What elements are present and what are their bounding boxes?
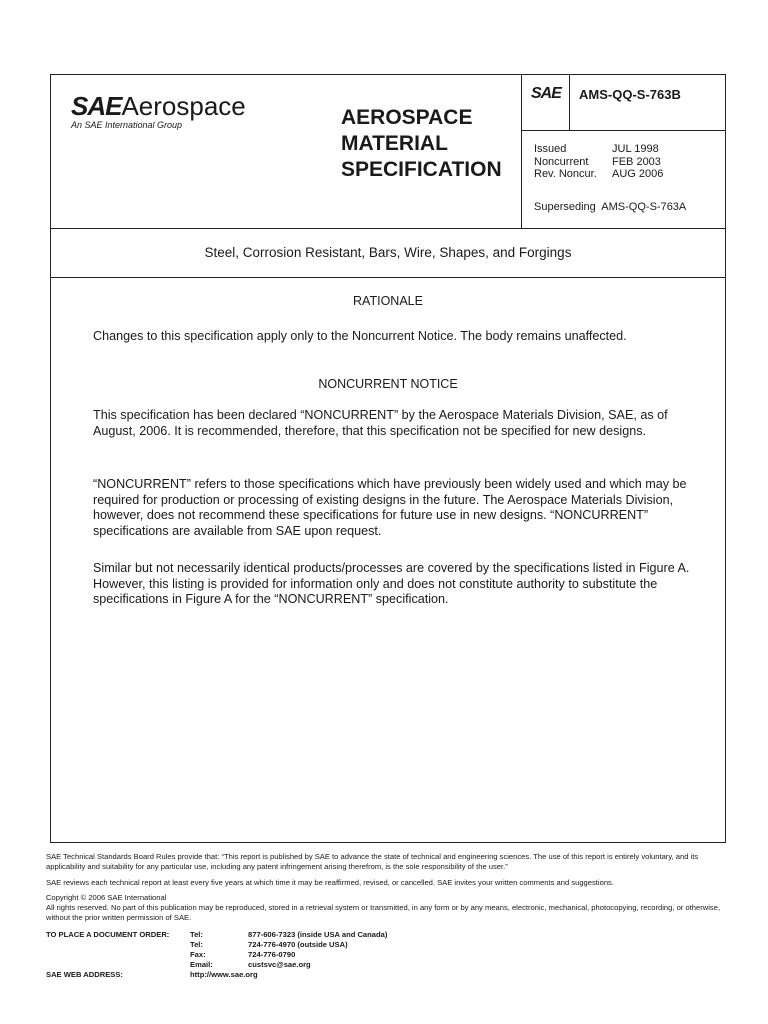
document-subject: Steel, Corrosion Resistant, Bars, Wire, Shapes, and Forgings [204, 245, 572, 260]
spec-title-line: AEROSPACE [341, 106, 473, 129]
review-text: SAE reviews each technical report at least every five years at which time it may be reaffirmed, revised, or cancelled. SAE invites your written comments and suggestions. [46, 878, 614, 887]
logo-divider [569, 75, 570, 130]
noncurrent-paragraph-2: “NONCURRENT” refers to those specifications which have previously been widely used and which may be required for production or processing of existing designs in the future. The Aerospace Materials Division, however, does not recommend these specifications for future use in new designs. “NONCURRENT” specifications are available from SAE upon request. [93, 477, 687, 538]
email-link[interactable]: custsvc@sae.org [248, 960, 311, 969]
tel2-label: Tel: [190, 940, 203, 949]
subject-bottom-rule [51, 277, 725, 278]
web-link[interactable]: http://www.sae.org [190, 970, 258, 979]
noncurrent-heading: NONCURRENT NOTICE [318, 377, 458, 391]
copyright-text: Copyright © 2006 SAE International [46, 893, 167, 902]
rights-text: All rights reserved. No part of this publication may be reproduced, stored in a retrieval system or transmitted, in any form or by any means, electronic, mechanical, photocopying, recording, or otherwise, without the prior written permission of SAE. [46, 903, 721, 922]
issue-dates [534, 143, 663, 181]
fax-value: 724-776-0790 [248, 950, 296, 959]
superseding-value: AMS-QQ-S-763A [601, 201, 687, 213]
web-label: SAE WEB ADDRESS: [46, 970, 123, 979]
superseding-label: Superseding [534, 201, 596, 213]
rationale-heading: RATIONALE [353, 294, 423, 308]
tel-value[interactable]: 877-606-7323 (inside USA and Canada) [248, 930, 388, 939]
fax-label: Fax: [190, 950, 206, 959]
issued-date: JUL 1998 [612, 143, 659, 155]
tel2-value[interactable]: 724-776-4970 (outside USA) [248, 940, 348, 949]
noncurrent-paragraph-3: Similar but not necessarily identical products/processes are covered by the specifications listed in Figure A. However, this listing is provided for information only and does not constitute authority to substitute the specifications in Figure A for the “NONCURRENT” specification. [93, 561, 690, 606]
document-frame [50, 74, 726, 843]
order-info [46, 930, 387, 980]
spec-title-line: SPECIFICATION [341, 158, 502, 181]
noncurrent-date: FEB 2003 [612, 155, 661, 168]
spec-title-line: MATERIAL [341, 132, 448, 155]
logo-product: Aerospace [121, 91, 246, 121]
sae-aerospace-logo [71, 91, 246, 130]
noncurrent-label: Noncurrent [534, 155, 589, 168]
order-label: TO PLACE A DOCUMENT ORDER: [46, 930, 170, 939]
sae-small-logo: SAE [531, 85, 561, 102]
email-label: Email: [190, 960, 213, 969]
board-rules-text: SAE Technical Standards Board Rules provide that: “This report is published by SAE to advance the state of technical and engineering sciences. The use of this report is entirely voluntary, and its applicability and suitability for any particular use, including any patent infringement arising therefrom, is the sole responsibility of the user.” [46, 852, 699, 871]
rationale-text: Changes to this specification apply only to the Noncurrent Notice. The body remains unaffected. [93, 329, 627, 343]
superseding-info [534, 201, 686, 213]
specification-title [341, 105, 502, 183]
logo-tagline: An SAE International Group [71, 120, 183, 130]
rev-label: Rev. Noncur. [534, 168, 597, 180]
header-bottom-rule [51, 228, 725, 229]
document-number: AMS-QQ-S-763B [579, 87, 681, 102]
rev-date: AUG 2006 [612, 168, 664, 180]
docnum-divider [521, 130, 725, 131]
header-divider [521, 75, 522, 228]
issued-label: Issued [534, 143, 567, 155]
logo-brand: SAE [71, 91, 122, 121]
noncurrent-paragraph-1: This specification has been declared “NONCURRENT” by the Aerospace Materials Division, SAE, as of August, 2006. It is recommended, therefore, that this specification not be specified for new designs. [93, 408, 668, 438]
tel-label: Tel: [190, 930, 203, 939]
